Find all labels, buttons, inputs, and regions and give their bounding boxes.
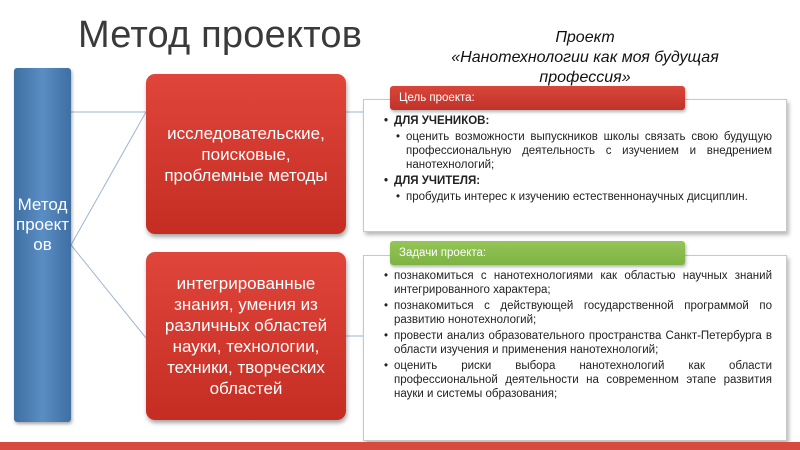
goal-panel [363, 99, 787, 232]
project-title-line1: Проект [555, 29, 615, 46]
tasks-panel [363, 255, 787, 441]
methods-research-text: исследовательские, поисковые, проблемные методы [164, 123, 328, 185]
goal-teacher-item: • пробудить интерес к изучению естественнонаучных дисциплин. [406, 190, 772, 204]
goal-tag: Цель проекта: [390, 86, 685, 110]
methods-integrated-text: интегрированные знания, умения из различных областей науки, технологии, техники, творческих областей [164, 274, 328, 398]
method-label-box: Метод проектов [14, 68, 71, 422]
project-title-line2: «Нанотехнологии как моя будущая профессия» [451, 49, 719, 86]
task-item: • познакомиться с действующей государственной программой по развитию нонотехнологий; [394, 299, 772, 327]
methods-integrated-box [146, 252, 346, 420]
goal-students-item: • оценить возможности выпускников школы связать свою будущую профессиональную деятельность с изучением и внедрением нанотехнологий; [406, 130, 772, 172]
goal-students-heading: • ДЛЯ УЧЕНИКОВ: [394, 114, 772, 128]
methods-research-box [146, 74, 346, 234]
tasks-tag: Задачи проекта: [390, 241, 685, 265]
page-title: Метод проектов [78, 14, 363, 56]
task-item: • познакомиться с нанотехнологиями как областью научных знаний интегрированного характера; [394, 269, 772, 297]
connector-bottom [71, 245, 146, 338]
bottom-accent-strip [0, 442, 800, 450]
goal-teacher-heading: • ДЛЯ УЧИТЕЛЯ: [394, 174, 772, 188]
task-item: • оценить риски выбора нанотехнологий как области профессиональной деятельности на современном этапе развития науки и системы образования; [394, 359, 772, 401]
connector-top [71, 112, 146, 245]
task-item: • провести анализ образовательного пространства Санкт-Петербурга в области изучения и применения нанотехнологий; [394, 329, 772, 357]
